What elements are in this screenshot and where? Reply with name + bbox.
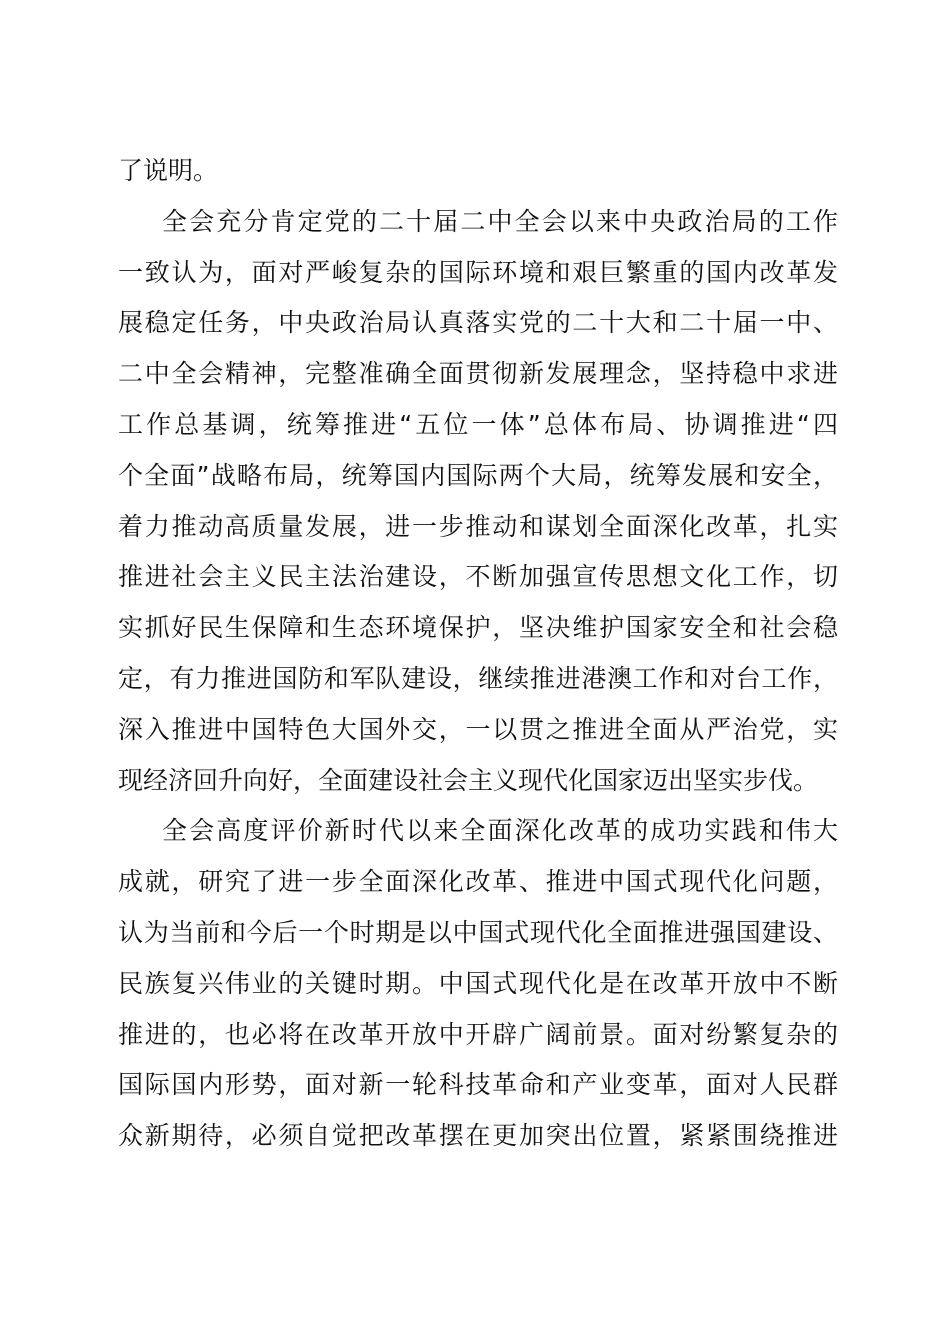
text-line: 展稳定任务，中央政治局认真落实党的二十大和二十届一中、	[118, 308, 838, 338]
text-line: 众新期待，必须自觉把改革摆在更加突出位置，紧紧围绕推进	[118, 1121, 838, 1151]
text-line: 全会高度评价新时代以来全面深化改革的成功实践和伟大	[162, 816, 838, 846]
text-line: 二中全会精神，完整准确全面贯彻新发展理念，坚持稳中求进	[118, 359, 838, 389]
text-line: 了说明。	[118, 156, 219, 185]
text-line: 全会充分肯定党的二十届二中全会以来中央政治局的工作	[162, 206, 838, 236]
text-line: 成就，研究了进一步全面深化改革、推进中国式现代化问题，	[118, 867, 838, 897]
text-line: 推进社会主义民主法治建设，不断加强宣传思想文化工作，切	[118, 562, 838, 592]
text-line: 实抓好民生保障和生态环境保护，坚决维护国家安全和社会稳	[118, 613, 838, 643]
text-line: 工作总基调，统筹推进“五位一体”总体布局、协调推进“四	[118, 409, 838, 439]
text-line: 认为当前和今后一个时期是以中国式现代化全面推进强国建设、	[118, 917, 838, 947]
text-line: 推进的，也必将在改革开放中开辟广阔前景。面对纷繁复杂的	[118, 1019, 838, 1049]
text-line: 现经济回升向好，全面建设社会主义现代化国家迈出坚实步伐。	[118, 765, 819, 795]
text-line: 深入推进中国特色大国外交，一以贯之推进全面从严治党，实	[118, 714, 838, 744]
body-text	[118, 146, 838, 1162]
text-line: 国际国内形势，面对新一轮科技革命和产业变革，面对人民群	[118, 1070, 838, 1100]
text-line: 一致认为，面对严峻复杂的国际环境和艰巨繁重的国内改革发	[118, 257, 838, 287]
text-line: 着力推动高质量发展，进一步推动和谋划全面深化改革，扎实	[118, 511, 838, 541]
text-line: 民族复兴伟业的关键时期。中国式现代化是在改革开放中不断	[118, 968, 838, 998]
text-line: 定，有力推进国防和军队建设，继续推进港澳工作和对台工作，	[118, 663, 838, 693]
text-line: 个全面”战略布局，统筹国内国际两个大局，统筹发展和安全，	[118, 460, 838, 490]
